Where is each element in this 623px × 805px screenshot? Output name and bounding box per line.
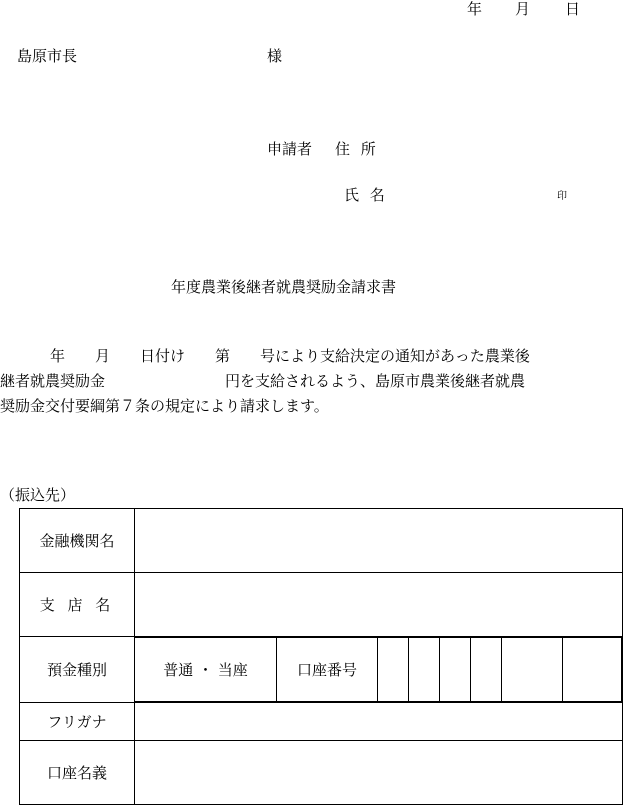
- request-line-3: 奨励金交付要綱第７条の規定により請求します。: [0, 397, 329, 415]
- addressee-mayor: 島原市長: [17, 47, 78, 65]
- account-digit-6[interactable]: [563, 638, 622, 702]
- account-digit-5[interactable]: [502, 638, 563, 702]
- date-day-label: 日: [565, 0, 581, 18]
- account-digit-1[interactable]: [378, 638, 409, 702]
- bank-name-label: 金融機関名: [20, 509, 135, 573]
- applicant-label: 申請者: [267, 140, 313, 158]
- account-row: [135, 637, 623, 703]
- account-holder-label: 口座名義: [20, 741, 135, 805]
- date-year-label: 年: [467, 0, 483, 18]
- addressee-honorific: 様: [267, 47, 283, 65]
- applicant-address-label: 住 所: [335, 140, 379, 158]
- request-paragraph: [0, 344, 600, 419]
- seal-mark: 印: [557, 191, 567, 202]
- transfer-heading: （振込先）: [0, 486, 76, 504]
- account-holder-field[interactable]: [135, 741, 623, 805]
- account-number-label: 口座番号: [277, 638, 378, 702]
- document-title: 年度農業後継者就農奨励金請求書: [171, 278, 397, 296]
- request-line-1: 年 月 日付け 第 号により支給決定の通知があった農業後: [50, 347, 530, 365]
- account-type-options[interactable]: 普通 ・ 当座: [135, 638, 277, 702]
- branch-label: 支 店 名: [20, 573, 135, 637]
- applicant-name-label: 氏 名: [344, 186, 388, 204]
- branch-field[interactable]: [135, 573, 623, 637]
- account-type-label: 預金種別: [20, 637, 135, 703]
- account-row-inner: [135, 637, 622, 702]
- bank-name-field[interactable]: [135, 509, 623, 573]
- date-month-label: 月: [515, 0, 531, 18]
- account-digit-3[interactable]: [440, 638, 471, 702]
- request-line-2: 継者就農奨励金 円を支給されるよう、島原市農業後継者就農: [0, 372, 526, 390]
- furigana-field[interactable]: [135, 703, 623, 741]
- account-digit-2[interactable]: [409, 638, 440, 702]
- bank-info-table: [19, 508, 623, 805]
- furigana-label: フリガナ: [20, 703, 135, 741]
- account-digit-4[interactable]: [471, 638, 502, 702]
